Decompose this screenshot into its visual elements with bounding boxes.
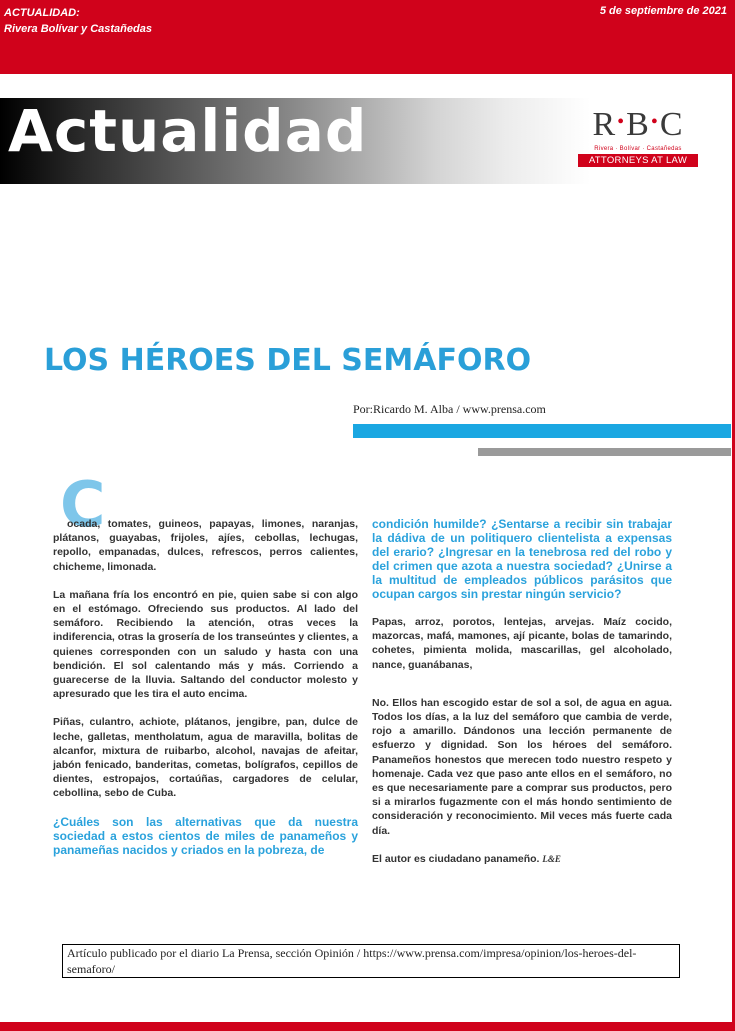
paragraph: La mañana fría los encontró en pie, quien sabe si con algo en el estómago. Ofreciendo sus productos. Al lado del semáforo. Recibiendo la atención, otras veces la indiferencia, otras la grosería de los transeúntes y clientes, a quienes corresponden con un saludo y hasta con una bendición. El sol calentando más y más. Corriendo a guarecerse de la lluvia. Saltando del conductor molesto y apresurado que les tira el auto encima. bbox=[53, 588, 358, 701]
header-date: 5 de septiembre de 2021 bbox=[599, 5, 727, 17]
paragraph: No. Ellos han escogido estar de sol a sol, de agua en agua. Todos los días, a la luz del semáforo que cambia de verde, rojo a amarillo. Dándonos una lección permanente de esfuerzo y dignidad. Son los héroes del semáforo. Panameños honestos que merecen todo nuestro respeto y homenaje. Cada vez que paso ante ellos en el semáforo, no es que necesariamente pare a comprar sus productos, pero si a mirarlos fugazmente con el más hondo sentimiento de consideración y reconocimiento. Mil veces más fuerte cada día. bbox=[372, 696, 672, 837]
header-left bbox=[4, 5, 152, 37]
signature: L&E bbox=[542, 853, 561, 864]
source-note: Artículo publicado por el diario La Prensa, sección Opinión / https://www.prensa.com/impresa/opinion/los-heroes-del-semaforo/ bbox=[62, 944, 680, 978]
paragraph: Papas, arroz, porotos, lentejas, arvejas. Maíz cocido, mazorcas, mafá, mamones, ají picante, bolas de tamarindo, cohetes, pimienta molida, mascarillas, gel alcoholado, nance, guanábanas, bbox=[372, 616, 672, 671]
logo-letter-r: R bbox=[592, 106, 617, 143]
pull-quote: ¿Cuáles son las alternativas que da nuestra sociedad a estos cientos de miles de panameños y panameñas nacidos y criados en la pobreza, de bbox=[53, 814, 358, 857]
article-column-left bbox=[53, 517, 358, 871]
decorative-blue-bar bbox=[353, 424, 731, 438]
decorative-gray-bar bbox=[478, 448, 731, 456]
paragraph: Piñas, culantro, achiote, plátanos, jengibre, pan, dulce de leche, galletas, mentholatum, agua de maravilla, bolitas de alcanfor, mixtura de ruibarbo, alcohol, navajas de afeitar, jabón fenicado, banderitas, cometas, bolígrafos, cepillos de dientes, estropajos, cortaúñas, cargadores de celular, cebollina, sebo de Cuba. bbox=[53, 716, 358, 800]
closing-line bbox=[372, 852, 672, 866]
article-title: LOS HÉROES DEL SEMÁFORO bbox=[44, 343, 532, 378]
pull-quote: condición humilde? ¿Sentarse a recibir sin trabajar la dádiva de un politiquero clientelista a expensas del erario? ¿Ingresar en la tenebrosa red del robo y del crimen que azota a nuestra sociedad? ¿Unirse a la multitud de empleados públicos parásitos que ocupan cargos sin prestar ningún servicio? bbox=[372, 517, 672, 601]
paragraph: ocada, tomates, guineos, papayas, limones, naranjas, plátanos, guayabas, frijoles, ajíes, cebollas, lechugas, repollo, empanadas, dulces, refrescos, perros calientes, chicheme, limonada. bbox=[53, 518, 358, 573]
logo-dot: • bbox=[617, 111, 626, 133]
logo-dot: • bbox=[650, 111, 659, 133]
logo-letters bbox=[576, 106, 700, 148]
closing-text: El autor es ciudadano panameño. bbox=[372, 852, 540, 865]
drop-cap: C bbox=[60, 468, 106, 541]
logo-subtitle: Rivera · Bolívar · Castañedas bbox=[594, 146, 682, 152]
logo-letter-c: C bbox=[659, 106, 684, 143]
article-byline: Por:Ricardo M. Alba / www.prensa.com bbox=[353, 402, 546, 416]
top-header-bar bbox=[0, 0, 735, 74]
bottom-bar bbox=[0, 1022, 735, 1031]
banner-title: Actualidad bbox=[8, 97, 368, 165]
header-firm: Rivera Bolívar y Castañedas bbox=[4, 23, 152, 35]
article-column-right bbox=[372, 517, 672, 880]
rbc-logo bbox=[576, 106, 700, 172]
logo-letter-b: B bbox=[626, 106, 650, 143]
header-section: ACTUALIDAD: bbox=[4, 7, 80, 19]
logo-tagline: ATTORNEYS AT LAW bbox=[578, 154, 698, 167]
